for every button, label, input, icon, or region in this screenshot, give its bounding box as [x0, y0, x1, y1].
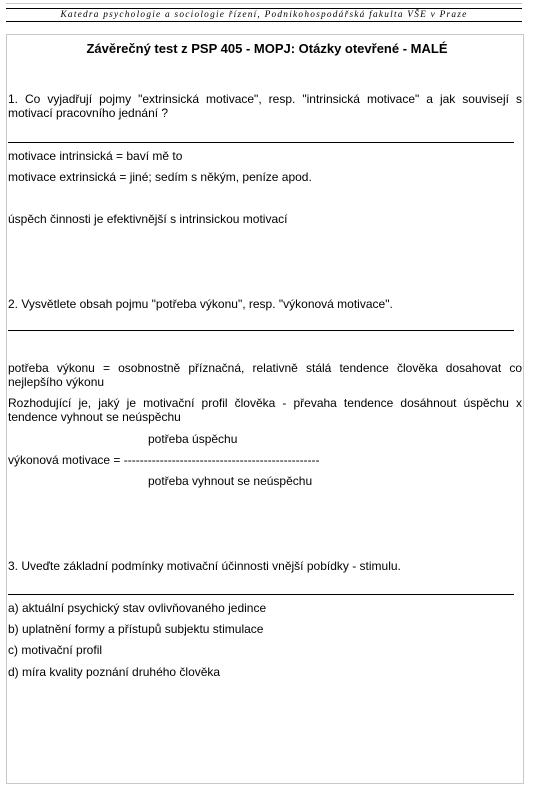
q1-answer-2: motivace extrinsická = jiné; sedím s někým, peníze apod. [8, 170, 312, 184]
formula-label: výkonová motivace = [8, 453, 124, 467]
formula-row [8, 453, 320, 467]
q1-answer-1: motivace intrinsická = baví mě to [8, 149, 183, 163]
q3-answer-c: c) motivační profil [8, 643, 103, 657]
formula-fraction-line: ------------------------------------------------- [123, 453, 320, 467]
answer-rule-3 [8, 594, 514, 595]
q2-profile: Rozhodující je, jaký je motivační profil člověka - převaha tendence dosáhnout úspěchu x tendence vyhnout se neúspěchu [8, 396, 522, 424]
q3-answer-a: a) aktuální psychický stav ovlivňovaného jedince [8, 601, 267, 615]
answer-rule-2 [8, 330, 514, 331]
answer-rule-1 [8, 142, 514, 143]
header-text: Katedra psychologie a sociologie řízení, Podnikohospodářská fakulta VŠE v Praze [60, 10, 468, 20]
formula-numerator: potřeba úspěchu [148, 432, 238, 446]
q3-answer-d: d) míra kvality poznání druhého člověka [8, 665, 221, 679]
question-2: 2. Vysvětlete obsah pojmu "potřeba výkonu", resp. "výkonová motivace". [8, 297, 393, 311]
q3-answer-b: b) uplatnění formy a přístupů subjektu stimulace [8, 622, 264, 636]
question-1: 1. Co vyjadřují pojmy "extrinsická motivace", resp. "intrinsická motivace" a jak souvisejí s motivací pracovního jednání ? [8, 92, 522, 120]
question-3: 3. Uveďte základní podmínky motivační účinnosti vnější pobídky - stimulu. [8, 559, 401, 573]
q1-answer-3: úspěch činnosti je efektivnější s intrinsickou motivací [8, 212, 288, 226]
document-title: Závěrečný test z PSP 405 - MOPJ: Otázky otevřené - MALÉ [86, 41, 448, 56]
formula-denominator: potřeba vyhnout se neúspěchu [148, 474, 313, 488]
q2-definition: potřeba výkonu = osobnostně příznačná, relativně stálá tendence člověka dosahovat co nejlepšího výkonu [8, 361, 522, 389]
